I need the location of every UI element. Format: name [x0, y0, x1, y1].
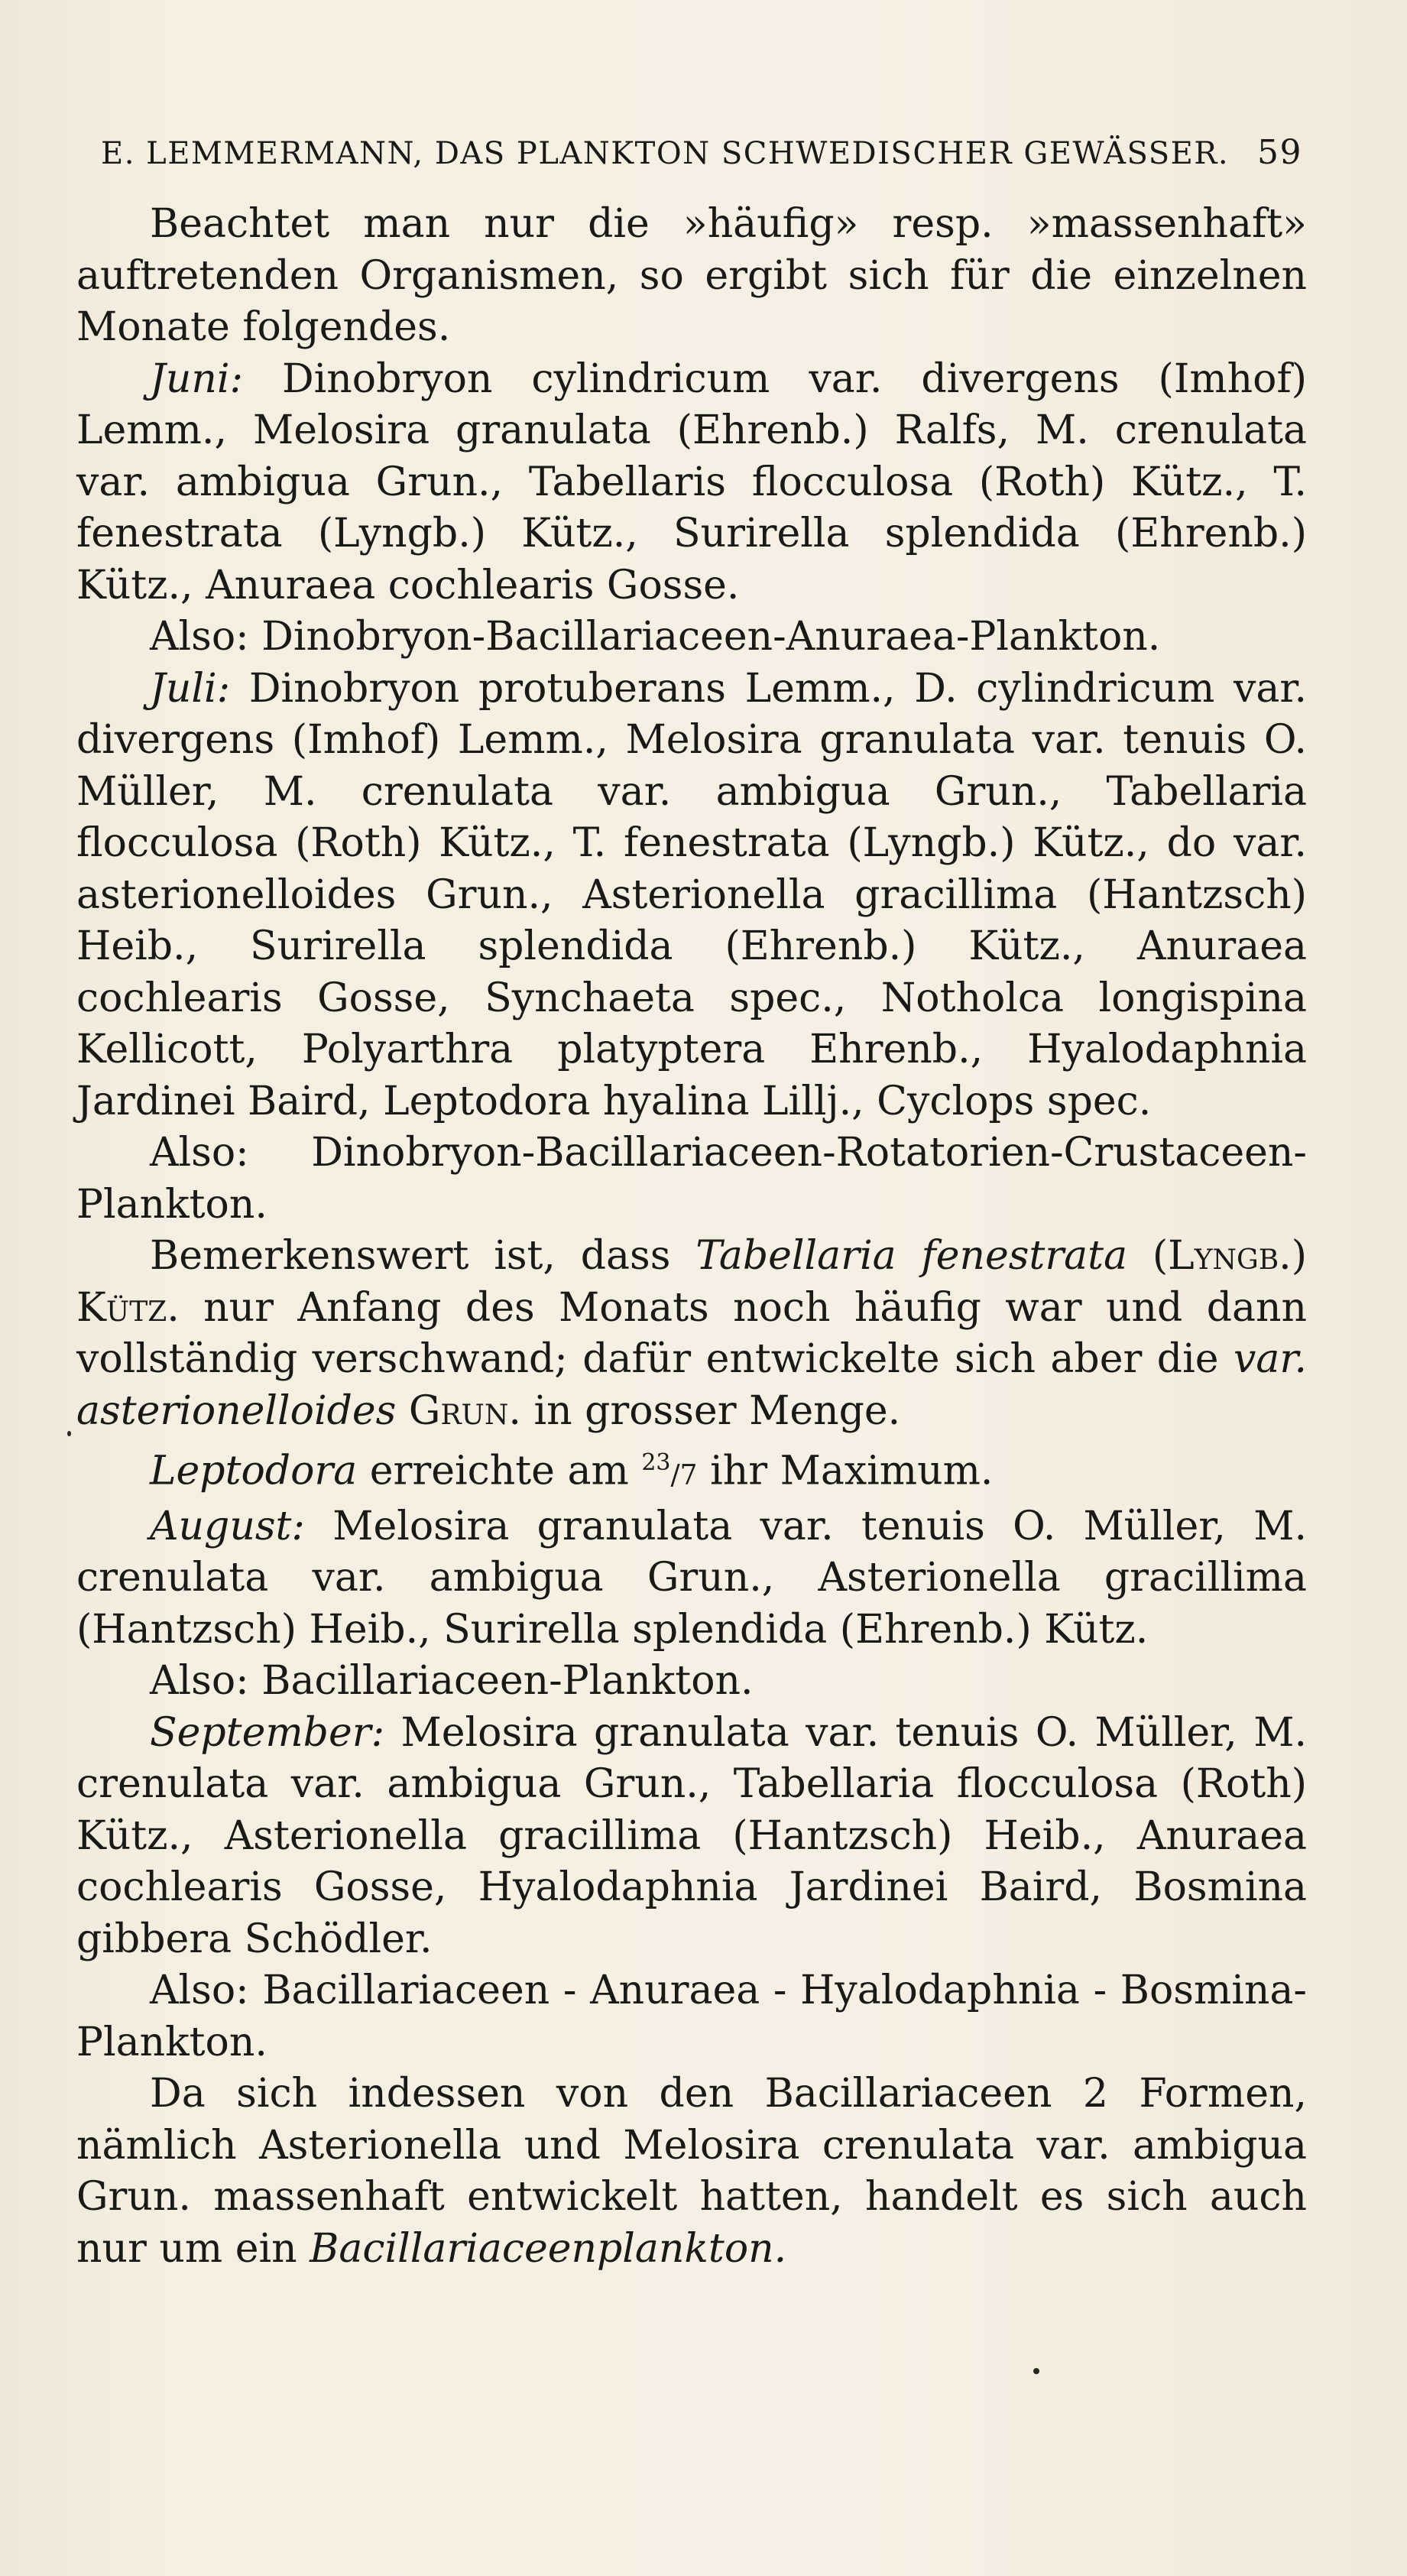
body-text — [76, 199, 1307, 2275]
author-grun: Grun. — [408, 1387, 521, 1434]
ink-speck — [1033, 2368, 1039, 2374]
paragraph-juni — [76, 354, 1307, 612]
paragraph-september — [76, 1708, 1307, 1966]
conclusion-italic: Bacillariaceenplankton. — [310, 2225, 787, 2272]
species-tabellaria-fenestrata: Tabellaria fenestrata — [695, 1233, 1128, 1279]
august-species-text: Melosira granulata var. tenuis O. Müller, M. crenulata var. ambigua Grun., Asterionella gracillima (Hantzsch) Heib., Surirella splendida (Ehrenb.) Kütz. — [76, 1503, 1307, 1653]
month-label-september: September: — [150, 1709, 385, 1756]
page-number: 59 — [1257, 133, 1302, 172]
bemerk-text-2: nur Anfang des Monats noch häufig war und dann vollständig verschwand; dafür entwickelte sich aber die — [76, 1284, 1308, 1382]
running-title: E. LEMMERMANN, DAS PLANKTON SCHWEDISCHER GEWÄSSER. — [101, 136, 1230, 171]
leptodora-text: erreichte am — [369, 1448, 629, 1494]
paragraph-conclusion — [76, 2068, 1307, 2275]
month-label-august: August: — [150, 1503, 305, 1549]
paragraph-august — [76, 1501, 1307, 1656]
paragraph-august-also — [76, 1656, 1307, 1708]
paragraph-juli — [76, 663, 1307, 1128]
ink-speck — [67, 1431, 71, 1436]
species-leptodora: Leptodora — [150, 1448, 358, 1494]
paragraph-leptodora — [76, 1437, 1307, 1501]
september-also-text: Also: Bacillariaceen - Anuraea - Hyalodaphnia - Bosmina-Plankton. — [76, 1968, 1307, 2065]
month-label-juli: Juli: — [150, 665, 231, 712]
intro-text: Beachtet man nur die »häufig» resp. »massenhaft» auftretenden Organismen, so ergibt sich für die einzelnen Monate folgendes. — [76, 201, 1307, 350]
paragraph-juli-also — [76, 1127, 1307, 1231]
date-month: /7 — [670, 1459, 698, 1491]
juni-also-text: Also: Dinobryon-Bacillariaceen-Anuraea-Plankton. — [150, 614, 1161, 660]
author-lyngb-kutz: (Lyngb.) Kütz. — [76, 1233, 1307, 1331]
variety-asterionelloides: var. asterionelloides — [76, 1336, 1307, 1434]
running-header — [101, 127, 1302, 180]
paragraph-intro — [76, 199, 1307, 354]
september-species-text: Melosira granulata var. tenuis O. Müller, M. crenulata var. ambigua Grun., Tabellaria flocculosa (Roth) Kütz., Asterionella gracillima (Hantzsch) Heib., Anuraea cochlearis Gosse, Hyalodaphnia Jardinei Baird, Bosmina gibbera Schödler. — [76, 1709, 1307, 1962]
bemerk-text-1: Bemerkenswert ist, dass — [150, 1233, 671, 1279]
juni-species-text: Dinobryon cylindricum var. divergens (Imhof) Lemm., Melosira granulata (Ehrenb.) Ralfs, M. crenulata var. ambigua Grun., Tabellaris flocculosa (Roth) Kütz., T. fenestrata (Lyngb.) Kütz., Surirella splendida (Ehrenb.) Kütz., Anuraea cochlearis Gosse. — [76, 355, 1308, 608]
conclusion-text: Da sich indessen von den Bacillariaceen 2 Formen, nämlich Asterionella und Melosira crenulata var. ambigua Grun. massenhaft entwickelt hatten, handelt es sich auch nur um ein — [76, 2071, 1307, 2272]
paragraph-juni-also — [76, 612, 1307, 663]
paragraph-bemerkenswert — [76, 1231, 1307, 1437]
bemerk-text-3: in grosser Menge. — [533, 1387, 901, 1434]
month-label-juni: Juni: — [150, 355, 243, 402]
juli-species-text: Dinobryon protuberans Lemm., D. cylindricum var. divergens (Imhof) Lemm., Melosira granulata var. tenuis O. Müller, M. crenulata var. ambigua Grun., Tabellaria flocculosa (Roth) Kütz., T. fenestrata (Lyngb.) Kütz., do var. asterionelloides Grun., Asterionella gracillima (Hantzsch) Heib., Surirella splendida (Ehrenb.) Kütz., Anuraea cochlearis Gosse, Synchaeta spec., Notholca longispina Kellicott, Polyarthra platyptera Ehrenb., Hyalodaphnia Jardinei Baird, Leptodora hyalina Lillj., Cyclops spec. — [76, 665, 1308, 1124]
juli-also-text: Also: Dinobryon-Bacillariaceen-Rotatorien-Crustaceen-Plankton. — [76, 1130, 1307, 1228]
date-day: 23 — [641, 1449, 671, 1476]
august-also-text: Also: Bacillariaceen-Plankton. — [150, 1658, 754, 1705]
paragraph-september-also — [76, 1965, 1307, 2068]
leptodora-end: ihr Maximum. — [710, 1448, 994, 1494]
